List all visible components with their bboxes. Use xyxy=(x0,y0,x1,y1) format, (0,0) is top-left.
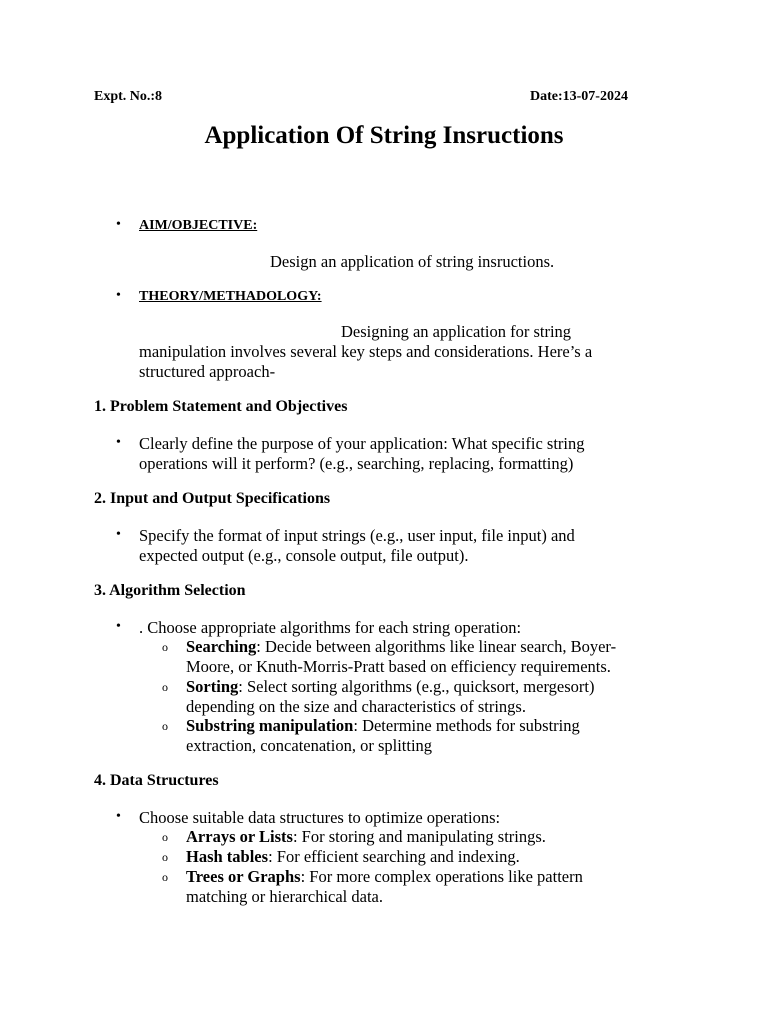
sub-list-item-line: Moore, or Knuth-Morris-Pratt based on efficiency requirements. xyxy=(186,657,611,676)
list-item-text: Clearly define the purpose of your application: What specific string xyxy=(139,434,585,453)
sub-bullet-icon: o xyxy=(162,640,168,654)
sub-list-item xyxy=(186,637,616,657)
sub-bullet-icon: o xyxy=(162,870,168,884)
aim-text: Design an application of string insructions. xyxy=(270,252,555,271)
sub-list-item xyxy=(186,716,580,736)
list-item-text: expected output (e.g., console output, file output). xyxy=(139,546,469,565)
sub-list-item xyxy=(186,827,546,847)
term-text: : For storing and manipulating strings. xyxy=(292,827,546,846)
theory-line: structured approach- xyxy=(139,362,276,381)
term-label: Searching xyxy=(186,637,257,656)
theory-line: manipulation involves several key steps and considerations. Here’s a xyxy=(139,342,593,361)
sub-list-item-line: matching or hierarchical data. xyxy=(186,887,383,906)
sub-list-item-line: extraction, concatenation, or splitting xyxy=(186,736,433,755)
term-label: Substring manipulation xyxy=(186,716,354,735)
bullet-icon: • xyxy=(116,809,121,824)
bullet-icon: • xyxy=(116,435,121,450)
term-label: Arrays or Lists xyxy=(186,827,293,846)
term-text: : Select sorting algorithms (e.g., quicksort, mergesort) xyxy=(238,677,595,696)
theory-line: Designing an application for string xyxy=(341,322,572,341)
term-text: : Decide between algorithms like linear search, Boyer- xyxy=(256,637,617,656)
page-title: Application Of String Insructions xyxy=(204,122,564,149)
term-label: Sorting xyxy=(186,677,239,696)
term-label: Trees or Graphs xyxy=(186,867,301,886)
experiment-number: Expt. No.:8 xyxy=(94,89,163,104)
sub-bullet-icon: o xyxy=(162,719,168,733)
term-text: : Determine methods for substring xyxy=(353,716,580,735)
bullet-icon: • xyxy=(116,217,121,232)
section-heading: 1. Problem Statement and Objectives xyxy=(94,398,348,415)
sub-bullet-icon: o xyxy=(162,680,168,694)
list-item-text: Choose suitable data structures to optimize operations: xyxy=(139,808,501,827)
sub-bullet-icon: o xyxy=(162,830,168,844)
list-item-text: Specify the format of input strings (e.g., user input, file input) and xyxy=(139,526,575,545)
list-item-text: operations will it perform? (e.g., searching, replacing, formatting) xyxy=(139,454,574,473)
section-heading: 4. Data Structures xyxy=(94,772,219,789)
sub-list-item-line: depending on the size and characteristics of strings. xyxy=(186,697,526,716)
sub-list-item xyxy=(186,677,594,697)
aim-label: AIM/OBJECTIVE: xyxy=(139,218,258,233)
term-label: Hash tables xyxy=(186,847,269,866)
term-text: : For more complex operations like pattern xyxy=(300,867,583,886)
sub-bullet-icon: o xyxy=(162,850,168,864)
section-heading: 2. Input and Output Specifications xyxy=(94,490,331,507)
bullet-icon: • xyxy=(116,619,121,634)
experiment-date: Date:13-07-2024 xyxy=(530,89,628,104)
bullet-icon: • xyxy=(116,527,121,542)
sub-list-item xyxy=(186,867,583,887)
theory-label: THEORY/METHADOLOGY: xyxy=(139,289,322,304)
list-item-text: . Choose appropriate algorithms for each string operation: xyxy=(139,618,522,637)
sub-list-item xyxy=(186,847,520,867)
bullet-icon: • xyxy=(116,288,121,303)
section-heading: 3. Algorithm Selection xyxy=(94,582,246,599)
term-text: : For efficient searching and indexing. xyxy=(268,847,520,866)
